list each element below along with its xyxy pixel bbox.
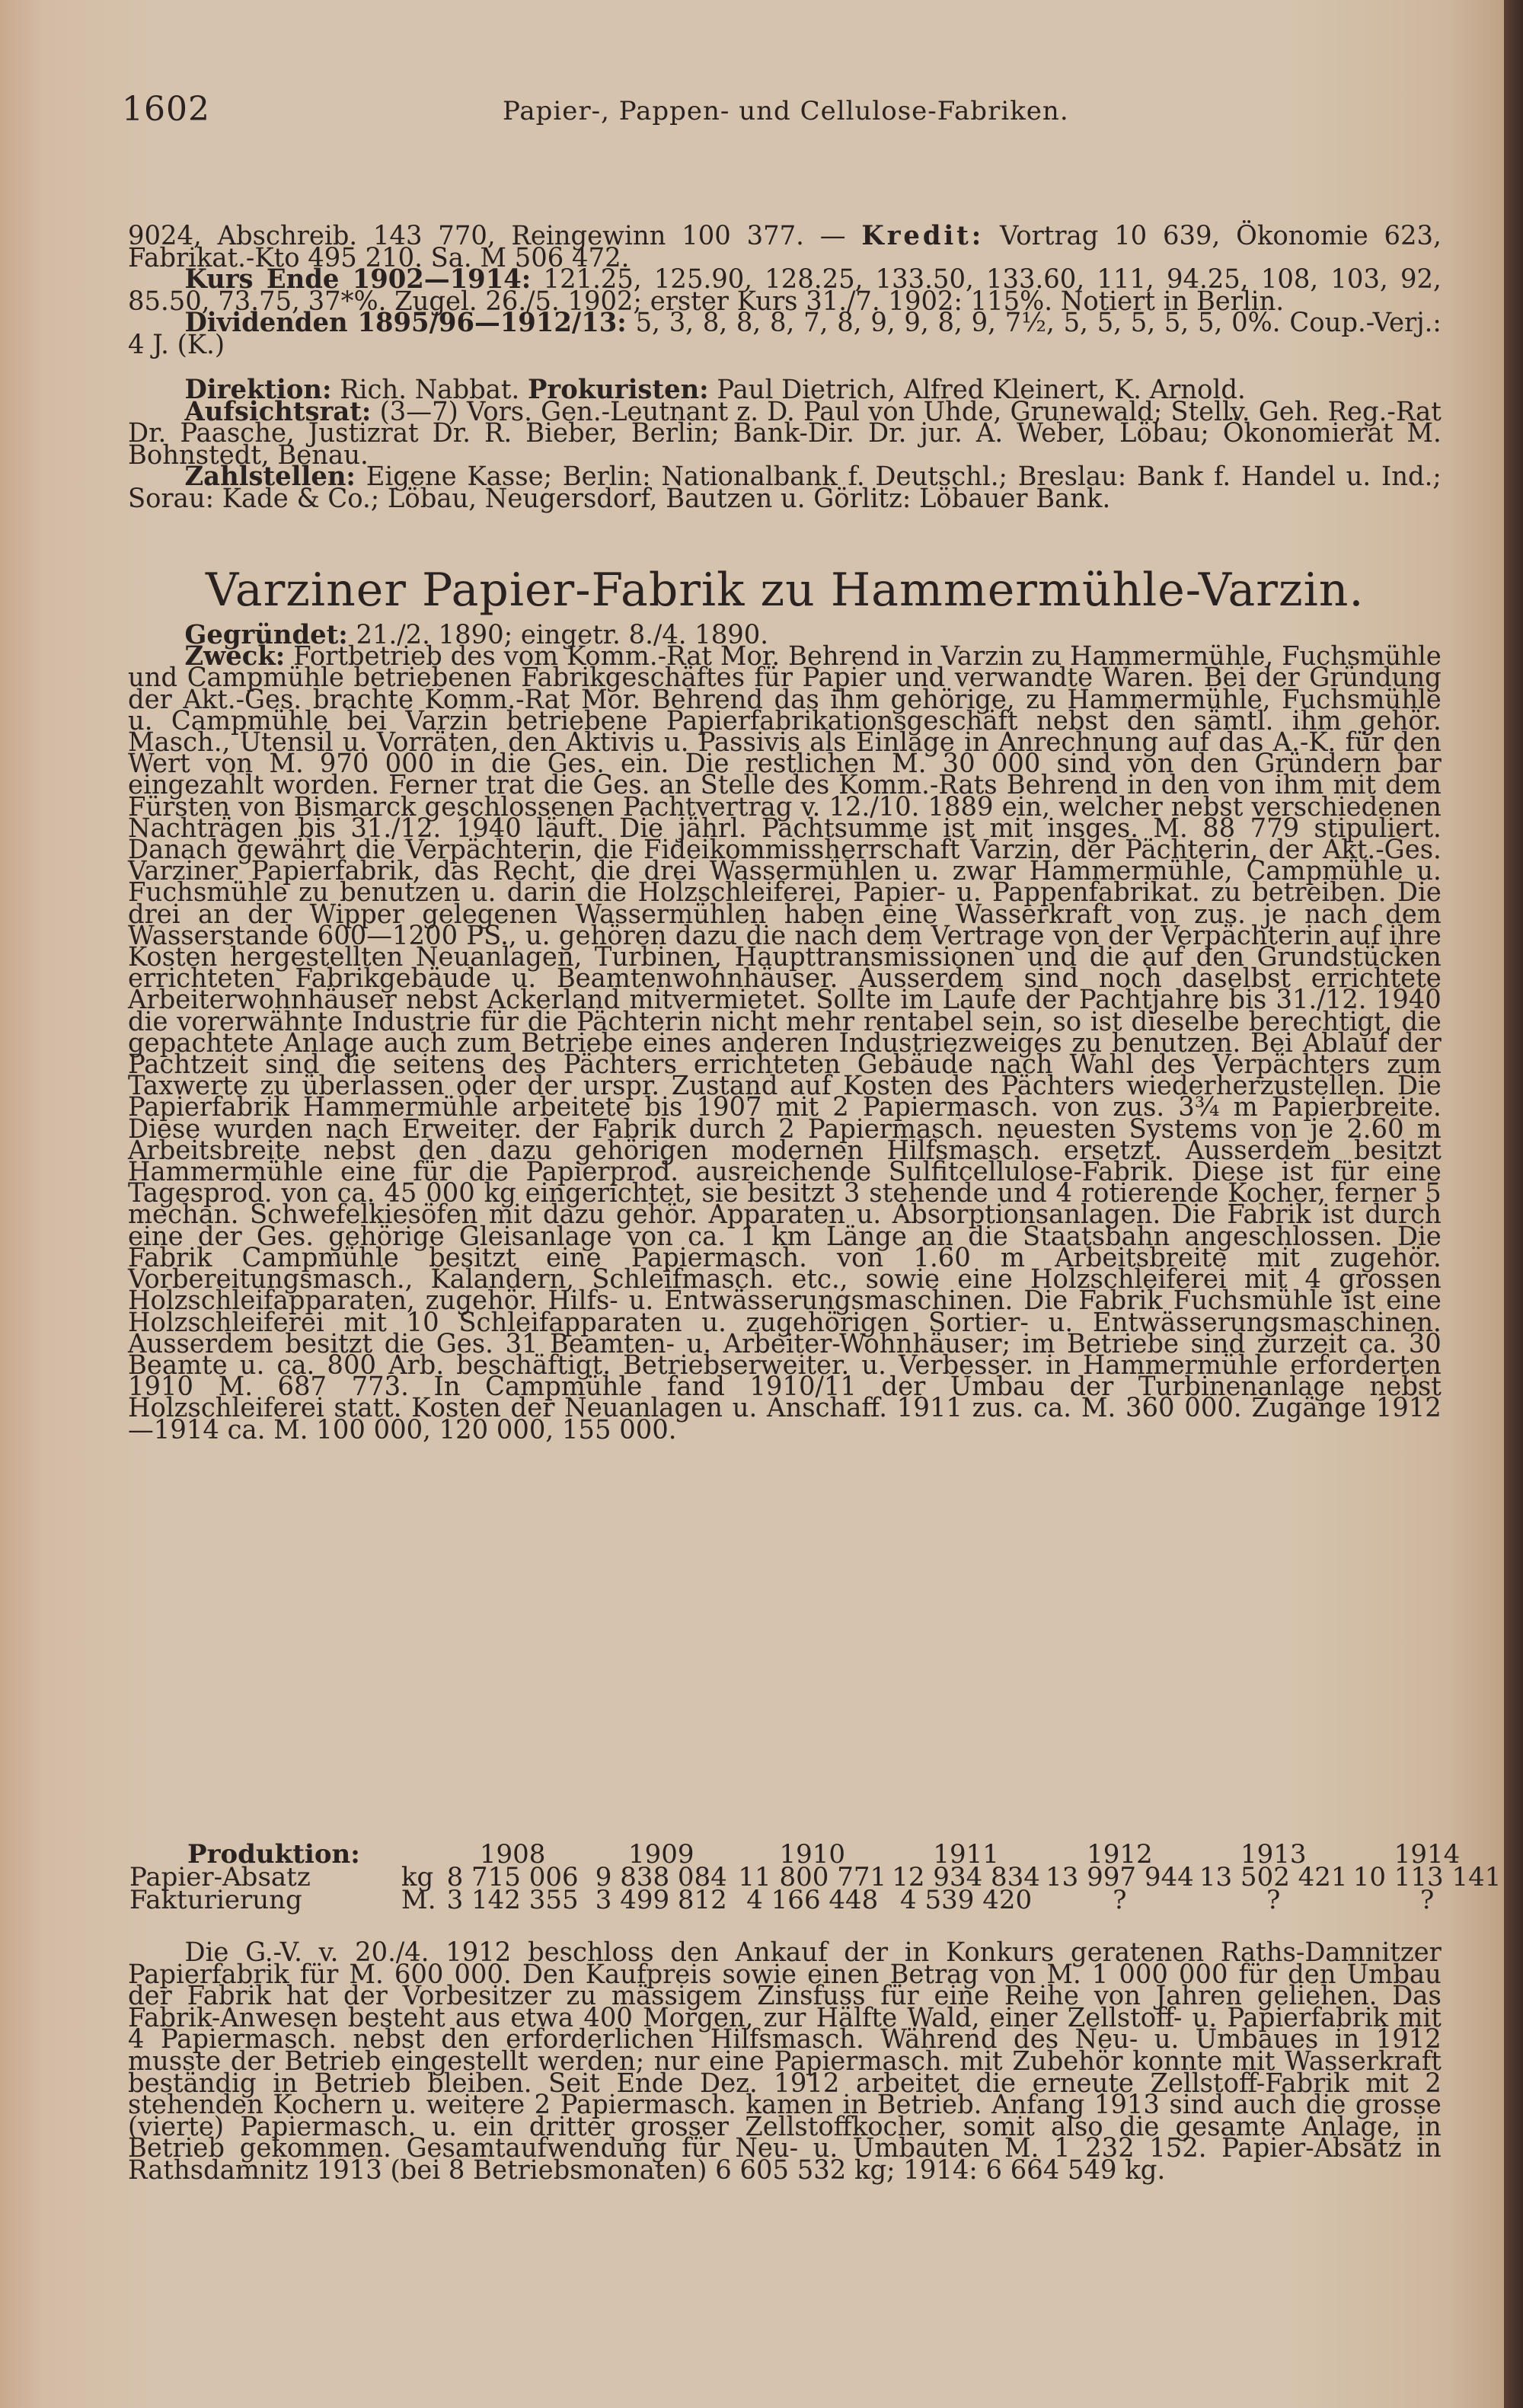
value-cell: 4 166 448 (746, 1885, 879, 1915)
kredit-text: Vortrag 10 639, Ökonomie 623, Fabrikat.-Kto 495 210. Sa. M 506 472. (128, 221, 1442, 273)
value-cell: 10 113 141 (1352, 1862, 1502, 1892)
kurs-label: Kurs Ende 1902—1914: (184, 264, 532, 295)
value-cell: ? (1419, 1885, 1435, 1915)
year-cell: 1912 (1087, 1839, 1153, 1870)
year-cell: 1908 (479, 1839, 546, 1870)
zahlstellen-paragraph (128, 461, 1442, 514)
value-cell: 13 997 944 (1046, 1862, 1194, 1892)
value-cell: 12 934 834 (892, 1862, 1040, 1892)
row-label: Fakturierung (129, 1885, 302, 1915)
page-number: 1602 (122, 90, 210, 129)
aufsichtsrat-label: Aufsichtsrat: (184, 396, 372, 427)
value-cell: ? (1113, 1885, 1127, 1915)
entry-body (128, 620, 1442, 1445)
zweck-label: Zweck: (184, 641, 286, 672)
gegruendet-text: 21./2. 1890; eingetr. 8./4. 1890. (356, 620, 769, 650)
year-cell: 1913 (1240, 1839, 1307, 1870)
aufsichtsrat-paragraph (128, 396, 1442, 471)
value-cell: 3 142 355 (446, 1885, 579, 1915)
year-cell: 1914 (1394, 1839, 1461, 1870)
value-cell: 8 715 006 (446, 1862, 579, 1892)
previous-entry-continuation: 9024, Abschreib. 143 770, Reingewinn 100 377. — Kredit: Vortrag 10 639, Ökonomie 623, Fabrikat.-Kto 495 210. Sa. M 506 472. (128, 221, 1442, 273)
direktion-text: Rich. Nabbat. (340, 375, 520, 405)
zahlstellen-label: Zahlstellen: (184, 461, 356, 493)
year-cell: 1911 (933, 1839, 999, 1870)
book-spine-edge (1504, 0, 1523, 2408)
value-cell: 9 838 084 (595, 1862, 727, 1892)
value-cell: 3 499 812 (595, 1885, 727, 1915)
row-label: Papier-Absatz (129, 1862, 311, 1892)
produktion-label: Produktion: (187, 1839, 360, 1870)
aufsichtsrat-text: (3—7) Vors. Gen.-Leutnant z. D. Paul von Uhde, Grunewald; Stellv. Geh. Reg.-Rat Dr. Paasche, Justizrat Dr. R. Bieber, Berlin; Bank-Dir. Dr. jur. A. Weber, Löbau; Ökonomierat M. Bohnstedt, Benau. (128, 396, 1442, 471)
prokuristen-text: Paul Dietrich, Alfred Kleinert, K. Arnold. (717, 375, 1246, 405)
zahlstellen-text: Eigene Kasse; Berlin: Nationalbank f. Deutschl.; Breslau: Bank f. Handel u. Ind.; Sorau: Kade & Co.; Löbau, Neugersdorf, Bautzen u. Görlitz: Löbauer Bank. (128, 461, 1442, 514)
kurs-paragraph (128, 264, 1442, 317)
kurs-text: 121.25, 125.90, 128.25, 133.50, 133.60, 111, 94.25, 108, 103, 92, 85.50, 73.75, 37*%. Zugel. 26./5. 1902; erster Kurs 31./7. 1902: 115%. Notiert in Berlin. (128, 264, 1442, 317)
dividenden-label: Dividenden 1895/96—1912/13: (184, 308, 627, 339)
value-cell: ? (1266, 1885, 1281, 1915)
year-cell: 1909 (628, 1839, 694, 1870)
zweck-paragraph (128, 641, 1442, 1445)
previous-entry-officers (128, 375, 1442, 514)
company-title: Varziner Papier-Fabrik zu Hammermühle-Varzin. (206, 564, 1365, 617)
closing-section (128, 1937, 1442, 2186)
value-cell: 4 539 420 (900, 1885, 1033, 1915)
production-table (129, 1839, 1504, 1915)
closing-paragraph: Die G.-V. v. 20./4. 1912 beschloss den Ankauf der in Konkurs geratenen Raths-Damnitzer Papierfabrik für M. 600 000. Den Kaufpreis sowie einen Betrag von M. 1 000 000 für den Umbau der Fabrik hat der Vorbesitzer zu mässigem Zinsfuss für eine Reihe von Jahren geliehen. Das Fabrik-Anwesen besteht aus etwa 400 Morgen, zur Hälfte Wald, einer Zellstoff- u. Papierfabrik mit 4 Papiermasch. nebst den erforderlichen Hilfsmasch. Während des Neu- u. Umbaues in 1912 musste der Betrieb eingestellt werden; nur eine Papiermasch. mit Zubehör konnte mit Wasserkraft beständig in Betrieb bleiben. Seit Ende Dez. 1912 arbeitet die erneute Zellstoff-Fabrik mit 2 stehenden Kochern u. weitere 2 Papiermasch. kamen in Betrieb. Anfang 1913 sind auch die grosse (vierte) Papiermasch. u. ein dritter grosser Zellstoffkocher, somit also die gesamte Anlage, in Betrieb gekommen. Gesamtaufwendung für Neu- u. Umbauten M. 1 232 152. Papier-Absatz in Rathsdamnitz 1913 (bei 8 Betriebsmonaten) 6 605 532 kg; 1914: 6 664 549 kg. (128, 1937, 1442, 2186)
prokuristen-label: Prokuristen: (527, 375, 709, 405)
value-cell: 13 502 421 (1199, 1862, 1348, 1892)
previous-entry-financials (128, 221, 1442, 360)
running-head-title: Papier-, Pappen- und Cellulose-Fabriken. (503, 96, 1069, 126)
row-unit: kg (401, 1862, 434, 1892)
year-cell: 1910 (779, 1839, 846, 1870)
value-cell: 11 800 771 (738, 1862, 887, 1892)
row-unit: M. (401, 1885, 436, 1915)
direktion-label: Direktion: (184, 375, 332, 405)
dividenden-paragraph (128, 308, 1442, 360)
dividenden-text: 5, 3, 8, 8, 8, 7, 8, 9, 9, 8, 9, 7½, 5, 5, 5, 5, 5, 0%. Coup.-Verj.: 4 J. (K.) (128, 308, 1442, 360)
kredit-label: Kredit: (861, 221, 985, 251)
gegruendet-label: Gegründet: (184, 620, 348, 650)
running-head (122, 90, 1462, 136)
zweck-text: Fortbetrieb des vom Komm.-Rat Mor. Behrend in Varzin zu Hammermühle, Fuchsmühle und Campmühle betriebenen Fabrikgeschäftes für Papier und verwandte Waren. Bei der Gründung der Akt.-Ges. brachte Komm.-Rat Mor. Behrend das ihm gehörige, zu Hammermühle, Fuchsmühle u. Campmühle bei Varzin betriebene Papierfabrikationsgeschäft nebst den sämtl. ihm gehör. Masch., Utensil u. Vorräten, den Aktivis u. Passivis als Einlage in Anrechnung auf das A.-K. für den Wert von M. 970 000 in die Ges. ein. Die restlichen M. 30 000 sind von den Gründern bar eingezahlt worden. Ferner trat die Ges. an Stelle des Komm.-Rats Behrend in den von ihm mit dem Fürsten von Bismarck geschlossenen Pachtvertrag v. 12./10. 1889 ein, welcher nebst verschiedenen Nachträgen bis 31./12. 1940 läuft. Die jährl. Pachtsumme ist mit insges. M. 88 779 stipuliert. Danach gewährt die Verpächterin, die Fideikommissherrschaft Varzin, der Pächterin, der Akt.-Ges. Varziner Papierfabrik, das Recht, die drei Wassermühlen u. zwar Hammermühle, Campmühle u. Fuchsmühle zu benutzen u. darin die Holzschleiferei, Papier- u. Pappenfabrikat. zu betreiben. Die drei an der Wipper gelegenen Wassermühlen haben eine Wasserkraft von zus. je nach dem Wasserstande 600—1200 PS., u. gehören dazu die nach dem Vertrage von der Verpächterin auf ihre Kosten hergestellten Neuanlagen, Turbinen, Haupttransmissionen und die auf den Grundstücken errichteten Fabrikgebäude u. Beamtenwohnhäuser. Ausserdem sind noch daselbst errichtete Arbeiterwohnhäuser nebst Ackerland mitvermietet. Sollte im Laufe der Pachtjahre bis 31./12. 1940 die vorerwähnte Industrie für die Pächterin nicht mehr rentabel sein, so ist dieselbe berechtigt, die gepachtete Anlage auch zum Betriebe eines anderen Industriezweiges zu benutzen. Bei Ablauf der Pachtzeit sind die seitens des Pächters errichteten Gebäude nach Wahl des Verpächters zum Taxwerte zu überlassen oder der urspr. Zustand auf Kosten des Pächters wiederherzustellen. Die Papierfabrik Hammermühle arbeitete bis 1907 mit 2 Papiermasch. von zus. 3¾ m Papierbreite. Diese wurden nach Erweiter. der Fabrik durch 2 Papiermasch. neuesten Systems von je 2.60 m Arbeitsbreite nebst den dazu gehörigen modernen Hilfsmasch. ersetzt. Ausserdem besitzt Hammermühle eine für die Papierprod. ausreichende Sulfitcellulose-Fabrik. Diese ist für eine Tagesprod. von ca. 45 000 kg eingerichtet, sie besitzt 3 stehende und 4 rotierende Kocher, ferner 5 mechan. Schwefelkiesöfen mit dazu gehör. Apparaten u. Absorptionsanlagen. Die Fabrik ist durch eine der Ges. gehörige Gleisanlage von ca. 1 km Länge an die Staatsbahn angeschlossen. Die Fabrik Campmühle besitzt eine Papiermasch. von 1.60 m Arbeitsbreite mit zugehör. Vorbereitungsmasch., Kalandern, Schleifmasch. etc., sowie eine Holzschleiferei mit 4 grossen Holzschleifapparaten, zugehör. Hilfs- u. Entwässerungsmaschinen. Die Fabrik Fuchsmühle ist eine Holzschleiferei mit 10 Schleifapparaten u. zugehörigen Sortier- u. Entwässerungsmaschinen. Ausserdem besitzt die Ges. 31 Beamten- u. Arbeiter-Wohnhäuser; im Betriebe sind zurzeit ca. 30 Beamte u. ca. 800 Arb. beschäftigt. Betriebserweiter. u. Verbesser. in Hammermühle erforderten 1910 M. 687 773. In Campmühle fand 1910/11 der Umbau der Turbinenanlage nebst Holzschleiferei statt. Kosten der Neuanlagen u. Anschaff. 1911 zus. ca. M. 360 000. Zugänge 1912—1914 ca. M. 100 000, 120 000, 155 000. (128, 641, 1442, 1445)
